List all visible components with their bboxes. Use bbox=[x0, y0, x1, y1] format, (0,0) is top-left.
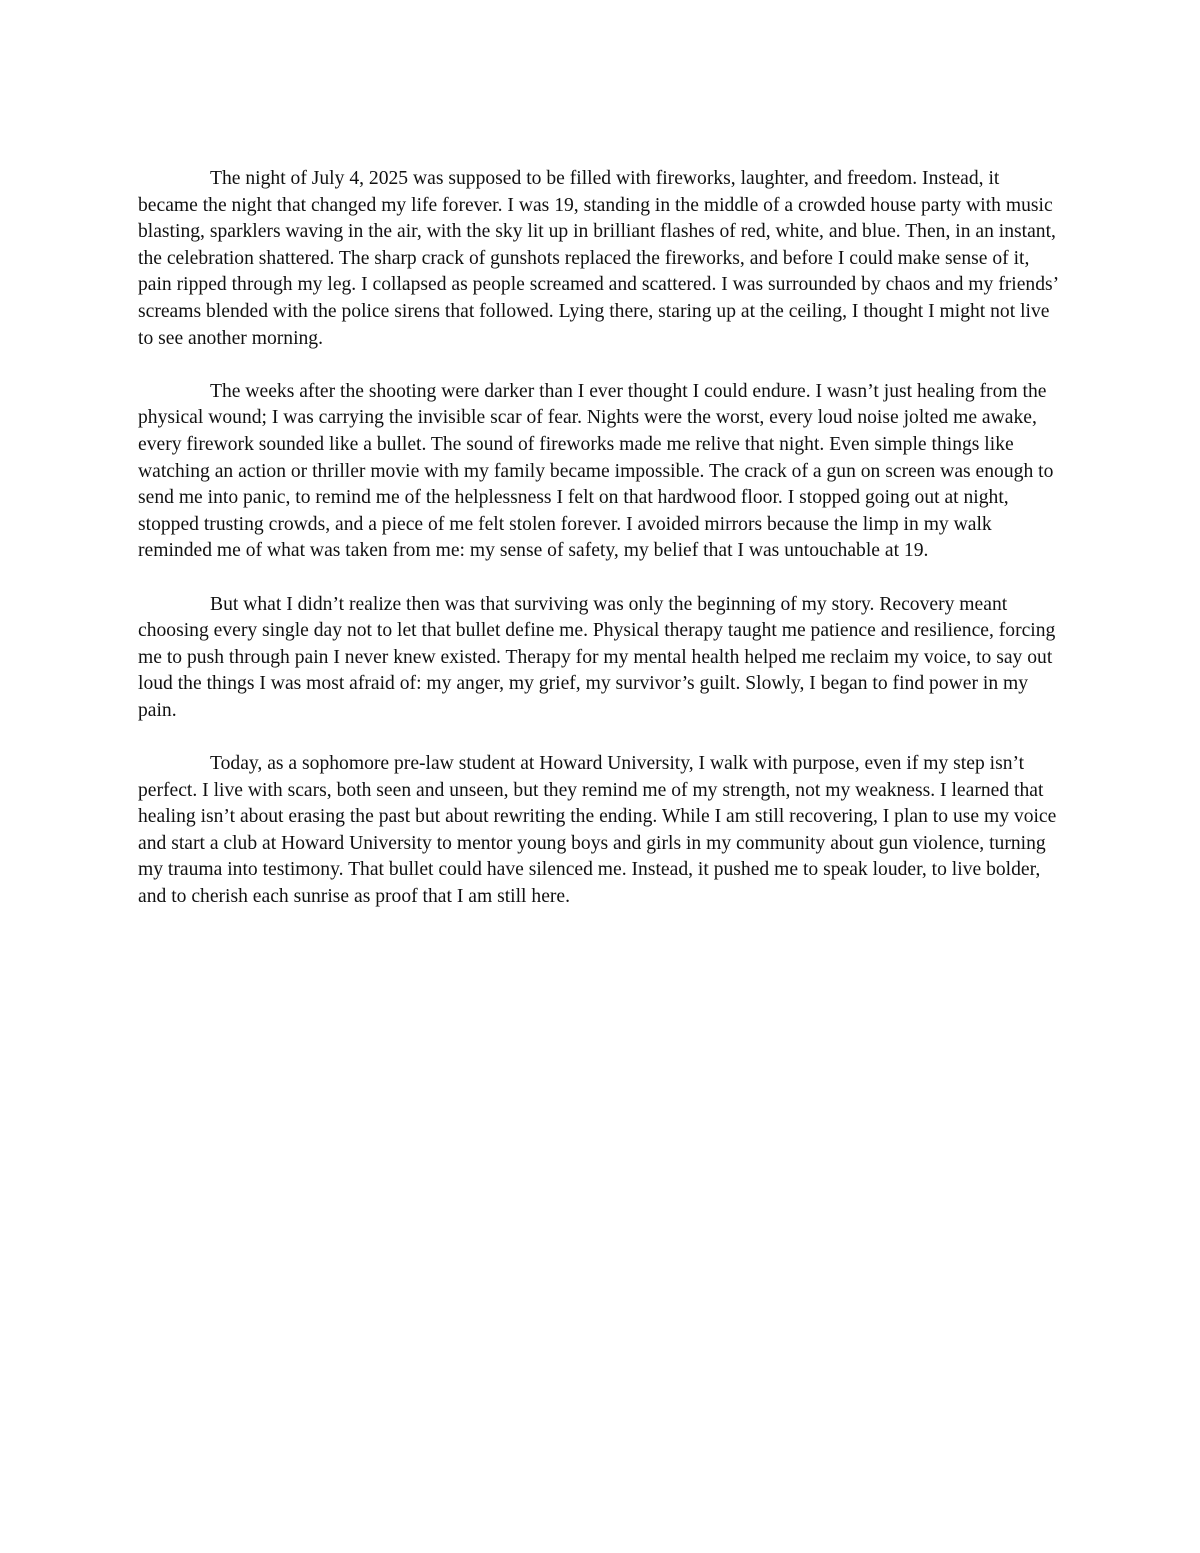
document-body bbox=[138, 166, 1062, 911]
paragraph-1: The night of July 4, 2025 was supposed to be filled with fireworks, laughter, and freedom. Instead, it became the night that changed my life forever. I was 19, standing in the middle of a crowded house party with music blasting, sparklers waving in the air, with the sky lit up in brilliant flashes of red, white, and blue. Then, in an instant, the celebration shattered. The sharp crack of gunshots replaced the fireworks, and before I could make sense of it, pain ripped through my leg. I collapsed as people screamed and scattered. I was surrounded by chaos and my friends’ screams blended with the police sirens that followed. Lying there, staring up at the ceiling, I thought I might not live to see another morning. bbox=[138, 168, 1058, 349]
paragraph-2: The weeks after the shooting were darker than I ever thought I could endure. I wasn’t just healing from the physical wound; I was carrying the invisible scar of fear. Nights were the worst, every loud noise jolted me awake, every firework sounded like a bullet. The sound of fireworks made me relive that night. Even simple things like watching an action or thriller movie with my family became impossible. The crack of a gun on screen was enough to send me into panic, to remind me of the helplessness I felt on that hardwood floor. I stopped going out at night, stopped trusting crowds, and a piece of me felt stolen forever. I avoided mirrors because the limp in my walk reminded me of what was taken from me: my sense of safety, my belief that I was untouchable at 19. bbox=[138, 380, 1054, 562]
paragraph-3: But what I didn’t realize then was that surviving was only the beginning of my story. Recovery meant choosing every single day not to let that bullet define me. Physical therapy taught me patience and resilience, forcing me to push through pain I never knew existed. Therapy for my mental health helped me reclaim my voice, to say out loud the things I was most afraid of: my anger, my grief, my survivor’s guilt. Slowly, I began to find power in my pain. bbox=[138, 593, 1056, 721]
paragraph-4: Today, as a sophomore pre-law student at Howard University, I walk with purpose, even if my step isn’t perfect. I live with scars, both seen and unseen, but they remind me of my strength, not my weakness. I learned that healing isn’t about erasing the past but about rewriting the ending. While I am still recovering, I plan to use my voice and start a club at Howard University to mentor young boys and girls in my community about gun violence, turning my trauma into testimony. That bullet could have silenced me. Instead, it pushed me to speak louder, to live bolder, and to cherish each sunrise as proof that I am still here. bbox=[138, 753, 1057, 908]
